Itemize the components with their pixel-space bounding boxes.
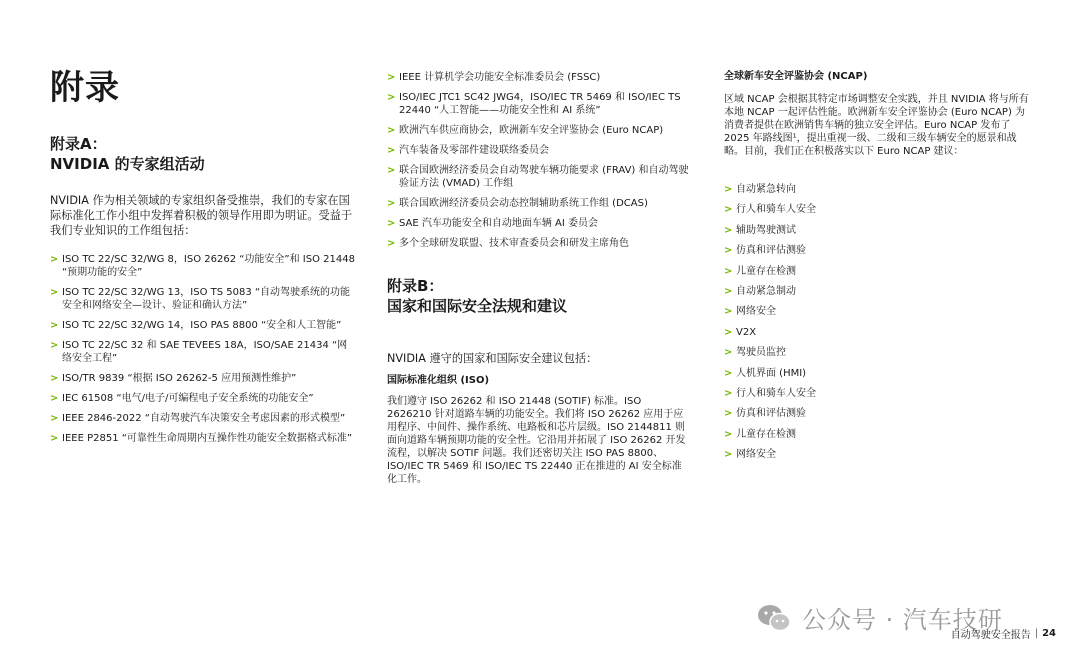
working-group-item <box>50 339 355 365</box>
chevron-right-icon: > <box>50 254 59 265</box>
ncap-recommendation-item <box>724 367 1030 380</box>
working-group-item-text: ISO TC 22/SC 32 和 SAE TEVEES 18A，ISO/SAE 21434 “网络安全工程” <box>62 340 348 364</box>
working-group-item-text: ISO/IEC JTC1 SC42 JWG4，ISO/IEC TR 5469 和 ISO/IEC TS 22440 “人工智能——功能安全性和 AI 系统” <box>399 92 681 116</box>
ncap-recommendation-item-text: 辅助驾驶测试 <box>736 224 796 236</box>
ncap-recommendation-item <box>724 346 1030 359</box>
working-group-item <box>50 432 355 445</box>
working-group-item-text: 联合国欧洲经济委员会自动驾驶车辆功能要求 (FRAV) 和自动驾驶验证方法 (VMAD) 工作组 <box>399 165 689 189</box>
chevron-right-icon: > <box>724 204 733 216</box>
chevron-right-icon: > <box>50 287 59 298</box>
working-group-item <box>387 197 692 210</box>
ncap-recommendation-item-text: 人机界面 (HMI) <box>736 367 807 379</box>
working-group-item-text: 汽车装备及零部件建设联络委员会 <box>399 145 549 156</box>
chevron-right-icon: > <box>724 224 733 236</box>
chevron-right-icon: > <box>50 320 59 331</box>
footer-label: 自动驾驶安全报告 <box>950 630 1031 641</box>
chevron-right-icon: > <box>724 428 733 440</box>
ncap-recommendation-item <box>724 183 1030 196</box>
working-group-item-text: IEEE 计算机学会功能安全标准委员会 (FSSC) <box>399 72 601 83</box>
chevron-right-icon: > <box>724 367 733 379</box>
working-group-list <box>50 253 355 452</box>
working-group-item-text: IEEE 2846-2022 “自动驾驶汽车决策安全考虑因素的形式模型” <box>62 413 346 424</box>
ncap-recommendation-item-text: 网络安全 <box>736 306 776 318</box>
ncap-recommendation-item-text: V2X <box>736 326 757 338</box>
chevron-right-icon: > <box>724 387 733 399</box>
ncap-recommendation-item <box>724 387 1030 400</box>
working-group-item-text: 欧洲汽车供应商协会，欧洲新车安全评鉴协会 (Euro NCAP) <box>399 125 664 136</box>
working-group-item <box>387 124 692 137</box>
page-number: 24 <box>1042 628 1056 639</box>
chevron-right-icon: > <box>724 265 733 277</box>
working-group-item <box>387 237 692 250</box>
working-group-item <box>387 217 692 230</box>
ncap-recommendation-item <box>724 326 1030 339</box>
appendix-a-intro: NVIDIA 作为相关领域的专家组织备受推崇，我们的专家在国际标准化工作小组中发挥着积极的领导作用即为明证。受益于我们专业知识的工作组包括： <box>50 194 353 237</box>
wechat-icon <box>756 603 792 633</box>
working-group-item-text: ISO/TR 9839 “根据 ISO 26262-5 应用预测性维护” <box>62 373 297 384</box>
working-group-item-text: ISO TC 22/SC 32/WG 13，ISO TS 5083 “自动驾驶系统的功能安全和网络安全—设计、验证和确认方法” <box>62 287 351 311</box>
ncap-recommendation-item-text: 行人和骑车人安全 <box>736 387 816 399</box>
appendix-b-heading <box>387 276 692 316</box>
chevron-right-icon: > <box>724 184 733 195</box>
working-group-item <box>50 392 355 405</box>
appendix-b-heading-line2: 国家和国际安全法规和建议 <box>387 297 568 315</box>
chevron-right-icon: > <box>724 285 733 297</box>
watermark-text: 公众号 · 汽车技研 <box>802 606 1003 634</box>
working-group-item <box>387 71 692 84</box>
chevron-right-icon: > <box>724 326 733 338</box>
chevron-right-icon: > <box>724 245 733 257</box>
ncap-heading: 全球新车安全评鉴协会 (NCAP) <box>724 71 868 82</box>
ncap-recommendation-item <box>724 244 1030 257</box>
ncap-recommendation-item <box>724 224 1030 237</box>
chevron-right-icon: > <box>724 449 733 461</box>
chevron-right-icon: > <box>387 238 396 249</box>
working-group-item <box>387 91 692 117</box>
footer-separator: | <box>1034 628 1039 639</box>
ncap-recommendation-item-text: 儿童存在检测 <box>736 265 796 277</box>
appendix-a-heading-line1: 附录A： <box>50 135 107 153</box>
ncap-recommendation-item-text: 自动紧急转向 <box>736 184 796 195</box>
working-group-item-text: 多个全球研发联盟、技术审查委员会和研发主席角色 <box>399 238 629 249</box>
chevron-right-icon: > <box>50 413 59 424</box>
ncap-paragraph: 区域 NCAP 会根据其特定市场调整安全实践，并且 NVIDIA 将与所有本地 NCAP 一起评估性能。欧洲新车安全评鉴协会 (Euro NCAP) 为消费者提供在欧洲销售车辆的独立安全评估。Euro NCAP 发布了 2025 年路线图¹，提出重视一级、二级和三级车辆安全的愿景和战略。目前，我们正在积极落实以下 Euro NCAP 建议： <box>724 94 1029 157</box>
ncap-recommendation-item-text: 仿真和评估测验 <box>736 408 806 420</box>
ncap-recommendation-item <box>724 305 1030 318</box>
appendix-b-intro: NVIDIA 遵守的国家和国际安全建议包括： <box>387 352 598 365</box>
ncap-recommendation-item-text: 驾驶员监控 <box>736 347 786 359</box>
chevron-right-icon: > <box>50 433 59 444</box>
appendix-a-heading <box>50 134 355 174</box>
working-group-item-text: SAE 汽车功能安全和自动地面车辆 AI 委员会 <box>399 218 599 229</box>
working-group-item <box>50 372 355 385</box>
ncap-recommendation-item <box>724 203 1030 216</box>
working-group-item-text: ISO TC 22/SC 32/WG 14，ISO PAS 8800 “安全和人工智能” <box>62 320 342 331</box>
chevron-right-icon: > <box>387 72 396 83</box>
chevron-right-icon: > <box>724 347 733 359</box>
appendix-b-heading-line1: 附录B： <box>387 277 444 295</box>
working-group-item <box>50 412 355 425</box>
page-footer <box>951 626 1056 641</box>
chevron-right-icon: > <box>387 198 396 209</box>
page-title: 附录 <box>50 68 120 108</box>
working-group-item-text: IEEE P2851 “可靠性生命周期内互操作性功能安全数据格式标准” <box>62 433 353 444</box>
ncap-recommendation-item-text: 行人和骑车人安全 <box>736 204 816 216</box>
ncap-recommendation-item-text: 仿真和评估测验 <box>736 245 806 257</box>
working-group-item <box>387 144 692 157</box>
ncap-recommendation-item-text: 自动紧急制动 <box>736 285 796 297</box>
ncap-recommendation-item <box>724 285 1030 298</box>
ncap-recommendation-list <box>724 183 1030 468</box>
working-group-item <box>50 286 355 312</box>
chevron-right-icon: > <box>387 125 396 136</box>
ncap-recommendation-item <box>724 265 1030 278</box>
chevron-right-icon: > <box>724 408 733 420</box>
ncap-recommendation-item-text: 儿童存在检测 <box>736 428 796 440</box>
iso-heading: 国际标准化组织 (ISO) <box>387 375 490 386</box>
chevron-right-icon: > <box>387 165 396 176</box>
working-group-item <box>50 319 355 332</box>
chevron-right-icon: > <box>387 218 396 229</box>
iso-paragraph: 我们遵守 ISO 26262 和 ISO 21448 (SOTIF) 标准。ISO 2626210 针对道路车辆的功能安全。我们将 ISO 26262 应用于应用程序、中间件、操作系统、电路板和芯片层级。ISO 2144811 则面向道路车辆预期功能的安全性。它沿用并拓展了 ISO 26262 开发流程，以解决 SOTIF 问题。我们还密切关注 ISO PAS 8800、ISO/IEC TR 5469 和 ISO/IEC TS 22440 正在推进的 AI 安全标准化工作。 <box>387 396 686 485</box>
working-group-item-text: IEC 61508 “电气/电子/可编程电子安全系统的功能安全” <box>62 393 314 404</box>
working-group-item-text: ISO TC 22/SC 32/WG 8，ISO 26262 “功能安全”和 ISO 21448 “预期功能的安全” <box>62 254 355 278</box>
working-group-item <box>387 164 692 190</box>
chevron-right-icon: > <box>724 306 733 318</box>
ncap-recommendation-item <box>724 428 1030 441</box>
ncap-recommendation-item-text: 网络安全 <box>736 449 776 461</box>
chevron-right-icon: > <box>387 145 396 156</box>
chevron-right-icon: > <box>50 373 59 384</box>
working-group-item <box>50 253 355 279</box>
chevron-right-icon: > <box>50 340 59 351</box>
ncap-recommendation-item <box>724 448 1030 461</box>
chevron-right-icon: > <box>387 92 396 103</box>
working-group-list-continued <box>387 71 692 257</box>
appendix-a-heading-line2: NVIDIA 的专家组活动 <box>50 155 205 173</box>
chevron-right-icon: > <box>50 393 59 404</box>
ncap-recommendation-item <box>724 407 1030 420</box>
working-group-item-text: 联合国欧洲经济委员会动态控制辅助系统工作组 (DCAS) <box>399 198 648 209</box>
